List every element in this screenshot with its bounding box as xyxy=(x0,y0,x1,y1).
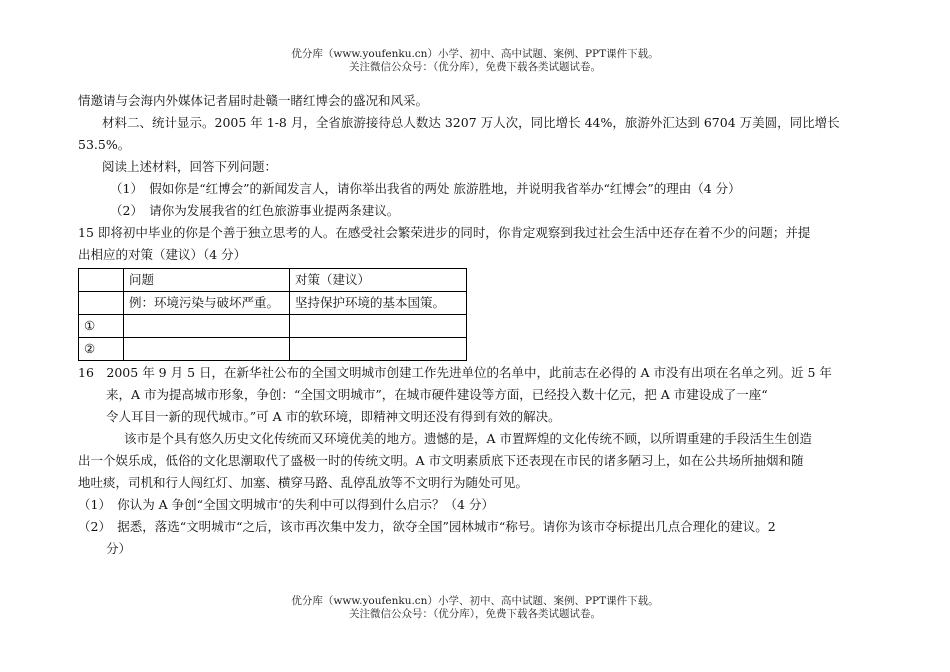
row-2-problem-blank xyxy=(124,338,290,361)
question-16-line-3: 令人耳目一新的现代城市。”可 A 市的软环境，即精神文明还没有得到有效的解决。 xyxy=(106,409,561,424)
answer-table xyxy=(78,268,467,361)
question-16-line-5: 出一个娱乐成，低俗的文化思潮取代了盛极一时的传统文明。A 市文明素质底下还表现在市民的诸多陋习上，如在公共场所抽烟和随 xyxy=(78,453,804,468)
document-body xyxy=(78,90,878,560)
table-cell-blank xyxy=(79,269,124,292)
question-14-2: （2） 请你为发展我省的红色旅游事业提两条建议。 xyxy=(110,203,400,218)
row-1-problem-blank xyxy=(124,315,290,338)
row-2-measure-blank xyxy=(290,338,467,361)
question-16-line-6: 地吐痰，司机和行人闯红灯、加塞、横穿马路、乱停乱放等不文明行为随处可见。 xyxy=(78,475,529,490)
header-line-2: 关注微信公众号：（优分库），免费下载各类试题试卷。 xyxy=(349,61,601,73)
table-row-1 xyxy=(79,315,467,338)
table-header-problem: 问题 xyxy=(124,269,290,292)
paragraph-invitation: 情邀请与会海内外媒体记者届时赴赣一睹红博会的盛况和风采。 xyxy=(78,93,429,108)
question-16-line-1: 16 2005 年 9 月 5 日，在新华社公布的全国文明城市创建工作先进单位的名单中，此前志在必得的 A 市没有出项在名单之列。近 5 年 xyxy=(78,365,832,380)
example-problem: 例：环境污染与破坏严重。 xyxy=(124,292,290,315)
example-measure: 坚持保护环境的基本国策。 xyxy=(290,292,467,315)
table-cell-blank xyxy=(79,292,124,315)
header-line-1: 优分库（www.youfenku.cn）小学、初中、高中试题、案例、PPT课件下载。 xyxy=(291,48,659,60)
table-row-example xyxy=(79,292,467,315)
question-15-line-2: 出相应的对策（建议）（4 分） xyxy=(78,247,247,262)
question-16-sub-1: （1） 你认为 A 争创“全国文明城市‘的失利中可以得到什么启示？（4 分） xyxy=(78,497,494,512)
table-row-2 xyxy=(79,338,467,361)
table-header-row xyxy=(79,269,467,292)
question-16-sub-2-line-2: 分） xyxy=(106,541,132,556)
page-header xyxy=(0,48,950,74)
row-1-measure-blank xyxy=(290,315,467,338)
material-two-line-1: 材料二、统计显示。2005 年 1-8 月，全省旅游接待总人数达 3207 万人次，同比增长 44%，旅游外汇达到 6704 万美圆，同比增长 xyxy=(102,115,840,130)
table-header-measure: 对策（建议） xyxy=(290,269,467,292)
footer-line-2: 关注微信公众号：（优分库），免费下载各类试题试卷。 xyxy=(349,608,601,620)
reading-instruction: 阅读上述材料，回答下列问题： xyxy=(102,159,278,174)
page-footer xyxy=(0,595,950,621)
question-16-line-2: 来，A 市为提高城市形象，争创：“全国文明城市”，在城市硬件建设等方面，已经投入数十亿元，把 A 市建设成了一座“ xyxy=(106,387,768,402)
material-two-line-2: 53.5%。 xyxy=(78,137,131,152)
question-15-line-1: 15 即将初中毕业的你是个善于独立思考的人。在感受社会繁荣进步的同时，你肯定观察到我过社会生活中还存在着不少的问题；并提 xyxy=(78,225,811,240)
row-1-mark: ① xyxy=(79,315,124,338)
question-14-1: （1） 假如你是“红博会”的新闻发言人，请你举出我省的两处 旅游胜地，并说明我省举办“红博会”的理由（4 分） xyxy=(110,181,741,196)
question-16-line-4: 该市是个具有悠久历史文化传统而又环境优美的地方。遗憾的是，A 市置辉煌的文化传统不顾，以所谓重建的手段活生生创造 xyxy=(124,431,813,446)
row-2-mark: ② xyxy=(79,338,124,361)
footer-line-1: 优分库（www.youfenku.cn）小学、初中、高中试题、案例、PPT课件下载。 xyxy=(291,595,659,607)
question-16-sub-2-line-1: （2） 据悉，落选“文明城市“之后，该市再次集中发力，欲夺全国”园林城市“称号。请你为该市夺标提出几点合理化的建议。2 xyxy=(78,519,776,534)
